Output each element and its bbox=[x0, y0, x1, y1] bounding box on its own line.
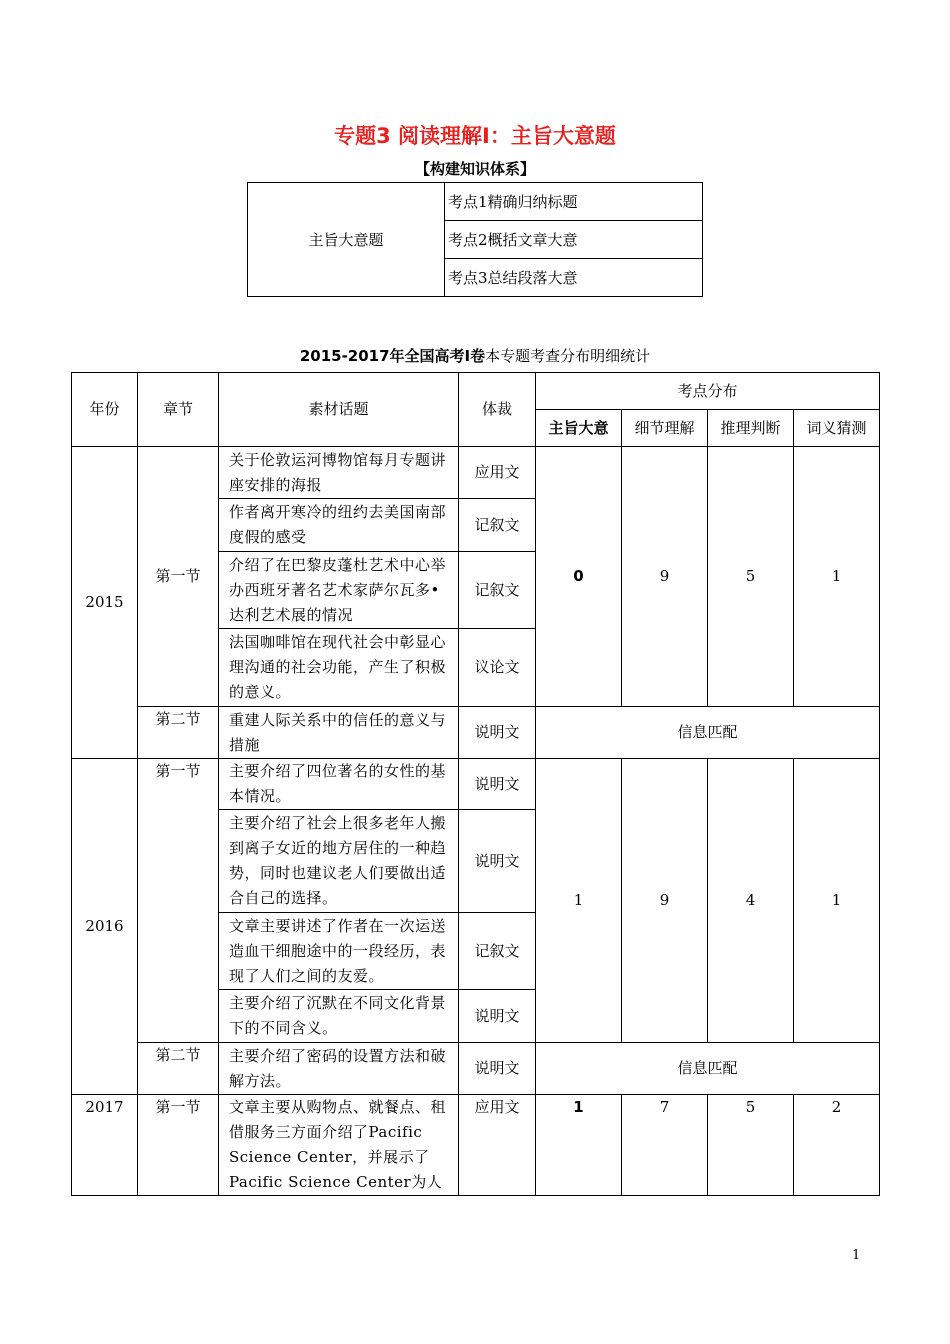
count-inference-2016: 4 bbox=[708, 759, 794, 1043]
count-main-idea-2016: 1 bbox=[536, 759, 622, 1043]
stats-caption bbox=[0, 345, 950, 366]
genre-cell: 说明文 bbox=[459, 759, 536, 810]
count-detail-2017: 7 bbox=[622, 1095, 708, 1196]
topic-cell: 重建人际关系中的信任的意义与措施 bbox=[219, 707, 459, 759]
topic-cell: 作者离开寒冷的纽约去美国南部度假的感受 bbox=[219, 499, 459, 552]
section-subtitle: 【构建知识体系】 bbox=[414, 160, 535, 178]
count-vocab-2016: 1 bbox=[794, 759, 880, 1043]
stats-caption-bold: 2015-2017年全国高考Ⅰ卷 bbox=[299, 347, 486, 365]
header-vocab: 词义猜测 bbox=[794, 410, 880, 447]
count-main-idea-2017: 1 bbox=[536, 1095, 622, 1196]
section-2016-1: 第一节 bbox=[138, 759, 219, 1043]
count-vocab-2017: 2 bbox=[794, 1095, 880, 1196]
count-vocab-2015: 1 bbox=[794, 447, 880, 707]
header-main-idea: 主旨大意 bbox=[536, 410, 622, 447]
genre-cell: 应用文 bbox=[459, 447, 536, 499]
section-2017-1: 第一节 bbox=[138, 1095, 219, 1196]
genre-cell: 议论文 bbox=[459, 629, 536, 707]
topic-cell: 主要介绍了沉默在不同文化背景下的不同含义。 bbox=[219, 990, 459, 1043]
count-inference-2017: 5 bbox=[708, 1095, 794, 1196]
topic-cell: 法国咖啡馆在现代社会中彰显心理沟通的社会功能，产生了积极的意义。 bbox=[219, 629, 459, 707]
header-inference: 推理判断 bbox=[708, 410, 794, 447]
header-distribution: 考点分布 bbox=[536, 373, 880, 410]
genre-cell: 说明文 bbox=[459, 990, 536, 1043]
knowledge-system-table bbox=[247, 182, 703, 297]
stats-table bbox=[71, 372, 880, 1196]
count-main-idea-2015: 0 bbox=[536, 447, 622, 707]
knowledge-point-2: 考点2概括文章大意 bbox=[445, 221, 703, 259]
topic-cell: 文章主要从购物点、就餐点、租借服务三方面介绍了Pacific Science Center，并展示了Pacific Science Center为人 bbox=[219, 1095, 459, 1196]
info-matching-2015: 信息匹配 bbox=[536, 707, 880, 759]
year-2015: 2015 bbox=[72, 447, 138, 759]
count-inference-2015: 5 bbox=[708, 447, 794, 707]
stats-caption-rest: 本专题考查分布明细统计 bbox=[485, 347, 651, 365]
genre-cell: 记叙文 bbox=[459, 913, 536, 990]
genre-cell: 说明文 bbox=[459, 810, 536, 913]
topic-cell: 关于伦敦运河博物馆每月专题讲座安排的海报 bbox=[219, 447, 459, 499]
topic-cell: 主要介绍了密码的设置方法和破解方法。 bbox=[219, 1043, 459, 1095]
knowledge-main-topic: 主旨大意题 bbox=[248, 183, 445, 297]
topic-cell: 介绍了在巴黎皮蓬杜艺术中心举办西班牙著名艺术家萨尔瓦多•达利艺术展的情况 bbox=[219, 552, 459, 629]
genre-cell: 说明文 bbox=[459, 1043, 536, 1095]
section-2015-2: 第二节 bbox=[138, 707, 219, 759]
header-detail: 细节理解 bbox=[622, 410, 708, 447]
genre-cell: 应用文 bbox=[459, 1095, 536, 1196]
page-number: 1 bbox=[852, 1248, 861, 1263]
genre-cell: 说明文 bbox=[459, 707, 536, 759]
topic-cell: 文章主要讲述了作者在一次运送造血干细胞途中的一段经历，表现了人们之间的友爱。 bbox=[219, 913, 459, 990]
header-section: 章节 bbox=[138, 373, 219, 447]
header-genre: 体裁 bbox=[459, 373, 536, 447]
knowledge-point-1: 考点1精确归纳标题 bbox=[445, 183, 703, 221]
count-detail-2015: 9 bbox=[622, 447, 708, 707]
count-detail-2016: 9 bbox=[622, 759, 708, 1043]
section-2016-2: 第二节 bbox=[138, 1043, 219, 1095]
section-2015-1: 第一节 bbox=[138, 447, 219, 707]
genre-cell: 记叙文 bbox=[459, 499, 536, 552]
genre-cell: 记叙文 bbox=[459, 552, 536, 629]
page-title: 专题3 阅读理解Ⅰ：主旨大意题 bbox=[334, 124, 616, 148]
year-2017: 2017 bbox=[72, 1095, 138, 1196]
header-topic: 素材话题 bbox=[219, 373, 459, 447]
topic-cell: 主要介绍了社会上很多老年人搬到离子女近的地方居住的一种趋势，同时也建议老人们要做出适合自己的选择。 bbox=[219, 810, 459, 913]
topic-cell: 主要介绍了四位著名的女性的基本情况。 bbox=[219, 759, 459, 810]
year-2016: 2016 bbox=[72, 759, 138, 1095]
knowledge-point-3: 考点3总结段落大意 bbox=[445, 259, 703, 297]
info-matching-2016: 信息匹配 bbox=[536, 1043, 880, 1095]
header-year: 年份 bbox=[72, 373, 138, 447]
